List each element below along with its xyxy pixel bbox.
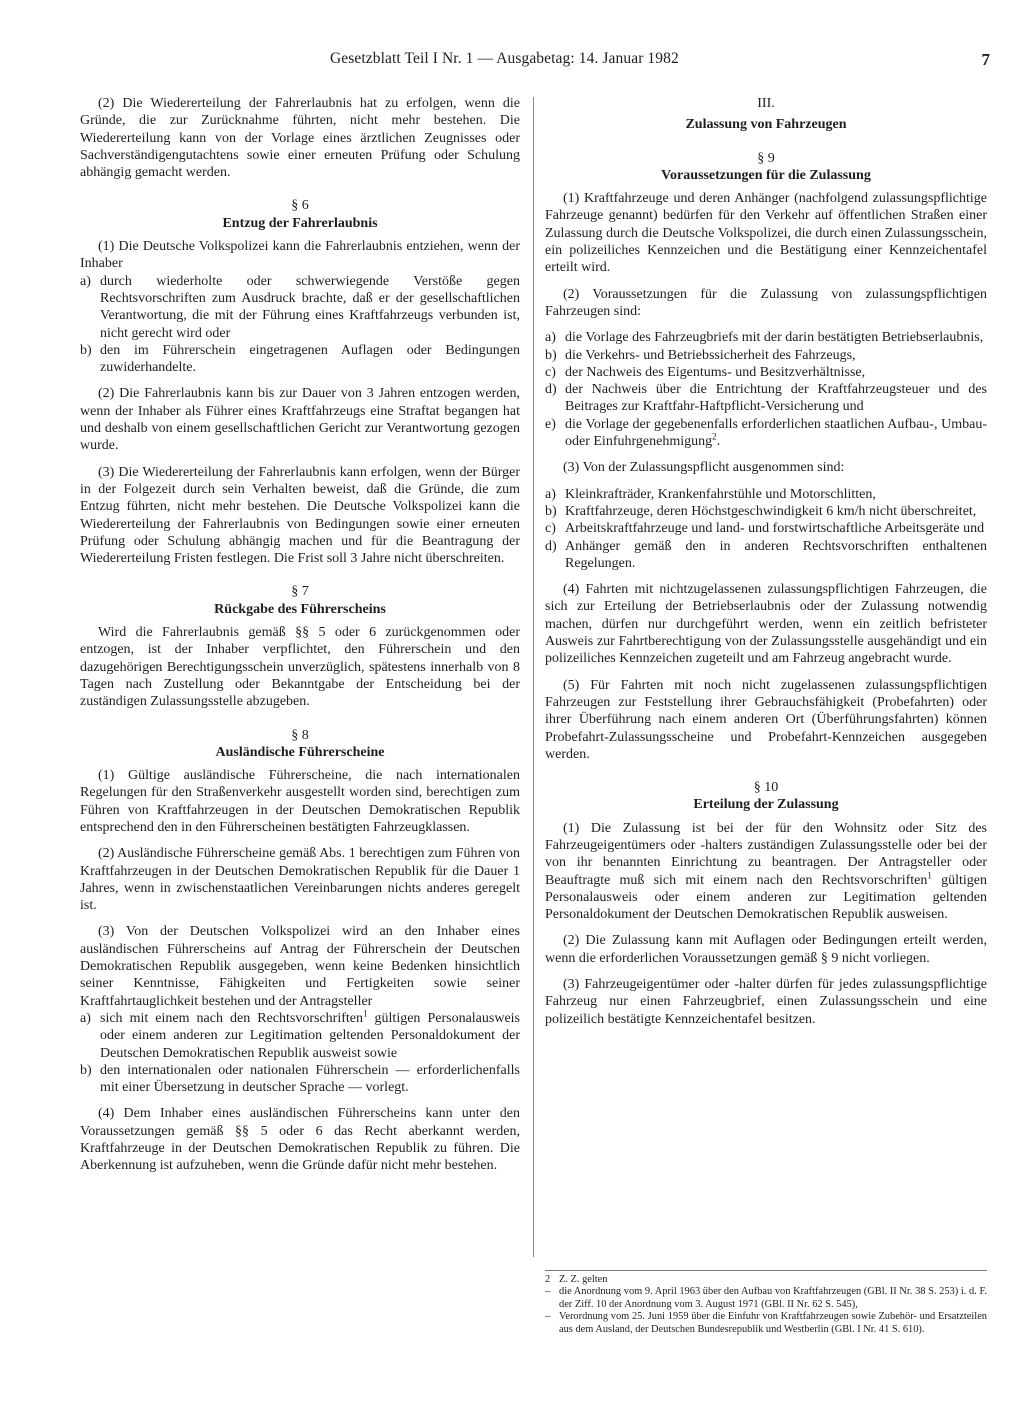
footnote [545, 1311, 987, 1336]
paragraph: (4) Fahrten mit nichtzugelassenen zulassungspflichtigen Fahrzeugen, die sich zur Erteilung der Betriebserlaubnis oder der Zulassung notwendig machen, dürfen nur durchgeführt werden, wenn ein zeitlich befristeter Ausweis zur Fahrtberechtigung von der Zulassungsstelle ausgehändigt und ein polizeiliches Kennzeichen zugeteilt und am Fahrzeug angebracht wurde. [545, 582, 987, 667]
paragraph-part: gültigen Personalausweis oder einem anderen zur Legitimation geltenden Personaldokument der Deutschen Demokratischen Republik ausweisen. [545, 872, 987, 923]
list-item [545, 381, 987, 416]
footnote-dash: – [545, 1286, 551, 1298]
list-text: Kraftfahrzeuge, deren Höchstgeschwindigkeit 6 km/h nicht überschreitet, [565, 503, 977, 519]
list-label: c) [545, 521, 556, 537]
section-number-8: § 8 [291, 727, 309, 743]
list-item [545, 520, 987, 537]
list-item [545, 538, 987, 573]
paragraph: (2) Voraussetzungen für die Zulassung von zulassungspflichtigen Fahrzeugen sind: [545, 286, 987, 319]
paragraph: (4) Dem Inhaber eines ausländischen Führerscheins kann unter den Voraussetzungen gemäß §§ 5 oder 6 das Recht aberkannt werden, Kraftfahrzeuge in der Deutschen Demokratischen Republik zu führen. Die Aberkennung ist aufzuheben, wenn die Gründe dafür nicht mehr bestehen. [80, 1106, 520, 1174]
paragraph: (1) Kraftfahrzeuge und deren Anhänger (nachfolgend zulassungspflichtige Fahrzeuge genannt) bedürfen für den Verkehr auf öffentlichen Straßen einer Zulassung durch die Deutsche Volkspolizei, die durch einen Zulassungsschein, ein polizeiliches Kennzeichen und die Bestätigung einer Kennzeichentafel erteilt wird. [545, 191, 987, 276]
list-item [545, 364, 987, 381]
list-text: den im Führerschein eingetragenen Auflagen oder Bedingungen zuwiderhandelte. [100, 342, 520, 376]
list-label: a) [545, 330, 556, 346]
list-item [80, 273, 520, 342]
section-number-9: § 9 [757, 150, 775, 166]
list-item [80, 1010, 520, 1062]
list-text-part: gültigen Personalausweis oder einem anderen zur Legitimation geltenden Personaldokument der Deutschen Demokratischen Republik ausweist sowie [100, 1010, 520, 1061]
footnote [545, 1274, 987, 1286]
section-title-8: Ausländische Führerscheine [215, 744, 385, 760]
page-number: 7 [981, 50, 990, 69]
part-title: Zulassung von Fahrzeugen [685, 117, 847, 133]
list-text-part: die Vorlage der gegebenenfalls erforderlichen staatlichen Aufbau-, Umbau- oder Einfuhrgenehmigung [565, 416, 987, 450]
list-text [565, 416, 987, 451]
list-text: Anhänger gemäß den in anderen Rechtsvorschriften enthaltenen Regelungen. [565, 538, 987, 571]
list-label: b) [545, 503, 557, 519]
section-number-6: § 6 [291, 198, 309, 214]
paragraph: (3) Die Wiedererteilung der Fahrerlaubnis kann erfolgen, wenn der Bürger in der Folgezeit durch sein Verhalten beweist, daß die Gründe, die zum Entzug führten, nicht mehr bestehen. Die Deutsche Volkspolizei kann die Wiedererteilung der Fahrerlaubnis von Bedingungen sowie einer erneuten Prüfung oder Schulung abhängig machen und für die Beantragung der Wiedererteilung Fristen festlegen. Die Frist soll 3 Jahre nicht überschreiten. [80, 464, 520, 567]
paragraph: (2) Ausländische Führerscheine gemäß Abs. 1 berechtigen zum Führen von Kraftfahrzeugen in der Deutschen Demokratischen Republik für die Dauer 1 Jahres, wenn in zwischenstaatlichen Vereinbarungen nichts anderes geregelt ist. [80, 846, 520, 914]
list-text [100, 1010, 520, 1062]
footnote-text: die Anordnung vom 9. April 1963 über den Aufbau von Kraftfahrzeugen (GBl. II Nr. 38 S. 253) i. d. F. der Ziff. 10 der Anordnung vom 3. August 1971 (GBl. II Nr. 62 S. 545), [559, 1286, 987, 1310]
footnote-text: Verordnung vom 25. Juni 1959 über die Einfuhr von Kraftfahrzeugen sowie Zubehör- und Ersatzteilen aus dem Ausland, der Deutschen Bundesrepublik und Westberlin (GBl. I Nr. 41 S. 610). [559, 1311, 987, 1335]
list-text: Kleinkrafträder, Krankenfahrstühle und Motorschlitten, [565, 486, 876, 502]
left-column [80, 95, 520, 1175]
section-number-10: § 10 [753, 780, 779, 796]
list-text: der Nachweis über die Entrichtung der Kraftfahrzeugsteuer und des Beitrages zur Kraftfahr-Haftpflicht-Versicherung und [565, 382, 987, 415]
list-text-part: . [716, 434, 721, 450]
footnote-dash: – [545, 1311, 551, 1323]
list-item [545, 486, 987, 503]
paragraph: Wird die Fahrerlaubnis gemäß §§ 5 oder 6 zurückgenommen oder entzogen, ist der Inhaber verpflichtet, den Führerschein und den dazugehörigen Berechtigungsschein unverzüglich, spätestens innerhalb von 8 Tagen nach Zustellung oder Bekanntgabe der Entscheidung bei der zuständigen Zulassungsstelle abzugeben. [80, 625, 520, 710]
footnote-text: Z. Z. gelten [559, 1274, 608, 1285]
list-label: e) [545, 416, 556, 432]
section-title-10: Erteilung der Zulassung [693, 797, 839, 813]
list-label: b) [80, 342, 92, 358]
paragraph: (3) Von der Deutschen Volkspolizei wird an den Inhaber eines ausländischen Führerscheins auf Antrag der Führerschein der Deutschen Demokratischen Republik ausgegeben, wenn keine Bedenken hinsichtlich seiner Kenntnisse, Fähigkeiten und Fertigkeiten sowie seiner Kraftfahrtauglichkeit bestehen und der Antragsteller [80, 924, 520, 1009]
list-label: a) [80, 1010, 91, 1026]
list-text: die Vorlage des Fahrzeugbriefs mit der darin bestätigten Betriebserlaubnis, [565, 330, 984, 346]
footnote [545, 1286, 987, 1311]
paragraph: (2) Die Zulassung kann mit Auflagen oder Bedingungen erteilt werden, wenn die erforderlichen Voraussetzungen gemäß § 9 nicht vorliegen. [545, 933, 987, 966]
list-item [545, 329, 987, 346]
list-item [80, 1062, 520, 1097]
list-label: a) [80, 273, 91, 289]
footnote-ref: 2 [712, 431, 717, 442]
gazette-title: Gesetzblatt Teil I Nr. 1 — Ausgabetag: 14. Januar 1982 [330, 50, 679, 67]
part-number: III. [757, 96, 775, 111]
list-text: Arbeitskraftfahrzeuge und land- und forstwirtschaftliche Arbeitsgeräte und [565, 521, 985, 537]
paragraph: (3) Von der Zulassungspflicht ausgenommen sind: [563, 460, 845, 476]
list-label: d) [545, 382, 557, 398]
paragraph [545, 820, 987, 924]
list-label: b) [80, 1062, 92, 1078]
list-text: der Nachweis des Eigentums- und Besitzverhältnisse, [565, 364, 866, 380]
list-text: durch wiederholte oder schwerwiegende Verstöße gegen Rechtsvorschriften zum Ausdruck brachte, daß er der gesellschaftlichen Verantwortung, die mit der Führung eines Kraftfahrzeugs verbunden ist, nicht gerecht wird oder [100, 273, 520, 341]
section-title-9: Voraussetzungen für die Zulassung [661, 167, 871, 183]
section-number-7: § 7 [291, 584, 309, 600]
page-header [60, 50, 990, 78]
list-label: b) [545, 347, 557, 363]
footnote-label: 2 [545, 1274, 551, 1285]
paragraph: (2) Die Wiedererteilung der Fahrerlaubnis hat zu erfolgen, wenn die Gründe, die zur Zurücknahme führten, nicht mehr bestehen. Die Wiedererteilung kann von der Vorlage eines ärztlichen Zeugnisses oder Sachverständigengutachtens sowie einer erneuten Prüfung oder Schulung abhängig gemacht werden. [80, 96, 520, 181]
paragraph: (1) Die Deutsche Volkspolizei kann die Fahrerlaubnis entziehen, wenn der Inhaber [80, 239, 520, 272]
footnotes [545, 1270, 987, 1336]
list-text-part: sich mit einem nach den Rechtsvorschriften [100, 1010, 363, 1026]
list-label: c) [545, 364, 556, 380]
list-text: den internationalen oder nationalen Führerschein — erforderlichenfalls mit einer Übersetzung in deutscher Sprache — vorlegt. [100, 1062, 520, 1096]
paragraph: (1) Gültige ausländische Führerscheine, die nach internationalen Regelungen für den Straßenverkehr ausgestellt worden sind, berechtigen zum Führen von Kraftfahrzeugen in der Deutschen Demokratischen Republik entsprechend den in den Führerscheinen bestätigten Fahrzeugklassen. [80, 768, 520, 835]
list-item [545, 503, 987, 520]
list-item [545, 416, 987, 451]
paragraph: (5) Für Fahrten mit noch nicht zugelassenen zulassungspflichtigen Fahrzeugen zur Feststellung ihrer Gebrauchsfähigkeit (Probefahrten) oder ihrer Überführung nach einem anderen Ort (Überführungsfahrten) können Probefahrt-Zulassungsscheine und Probefahrt-Kennzeichen ausgegeben werden. [545, 677, 987, 762]
list-item [80, 342, 520, 377]
section-title-6: Entzug der Fahrerlaubnis [222, 215, 378, 231]
section-title-7: Rückgabe des Führerscheins [214, 601, 386, 617]
paragraph: (2) Die Fahrerlaubnis kann bis zur Dauer von 3 Jahren entzogen werden, wenn der Inhaber als Führer eines Kraftfahrzeugs eine Straftat begangen hat und deshalb von einem gesellschaftlichen Gericht zur Verantwortung gezogen wurde. [80, 386, 520, 454]
paragraph-part: (1) Die Zulassung ist bei der für den Wohnsitz oder Sitz des Fahrzeugeigentümers oder -halters zuständigen Zulassungsstelle oder bei der von ihr benannten Einrichtung zu beantragen. Der Antragsteller oder Beauftragte muß sich mit einem nach den Rechtsvorschriften [545, 820, 987, 888]
list-text: die Verkehrs- und Betriebssicherheit des Fahrzeugs, [565, 347, 856, 363]
list-item [545, 347, 987, 364]
footnote-ref: 1 [363, 1008, 368, 1019]
paragraph: (3) Fahrzeugeigentümer oder -halter dürfen für jedes zulassungspflichtige Fahrzeug nur einen Fahrzeugbrief, einen Zulassungsschein und eine polizeilich bestätigte Kennzeichentafel besitzen. [545, 977, 987, 1027]
list-label: a) [545, 486, 556, 502]
list-label: d) [545, 538, 557, 554]
footnote-ref: 1 [927, 869, 932, 880]
right-column [545, 95, 987, 1028]
column-divider [533, 97, 534, 1257]
